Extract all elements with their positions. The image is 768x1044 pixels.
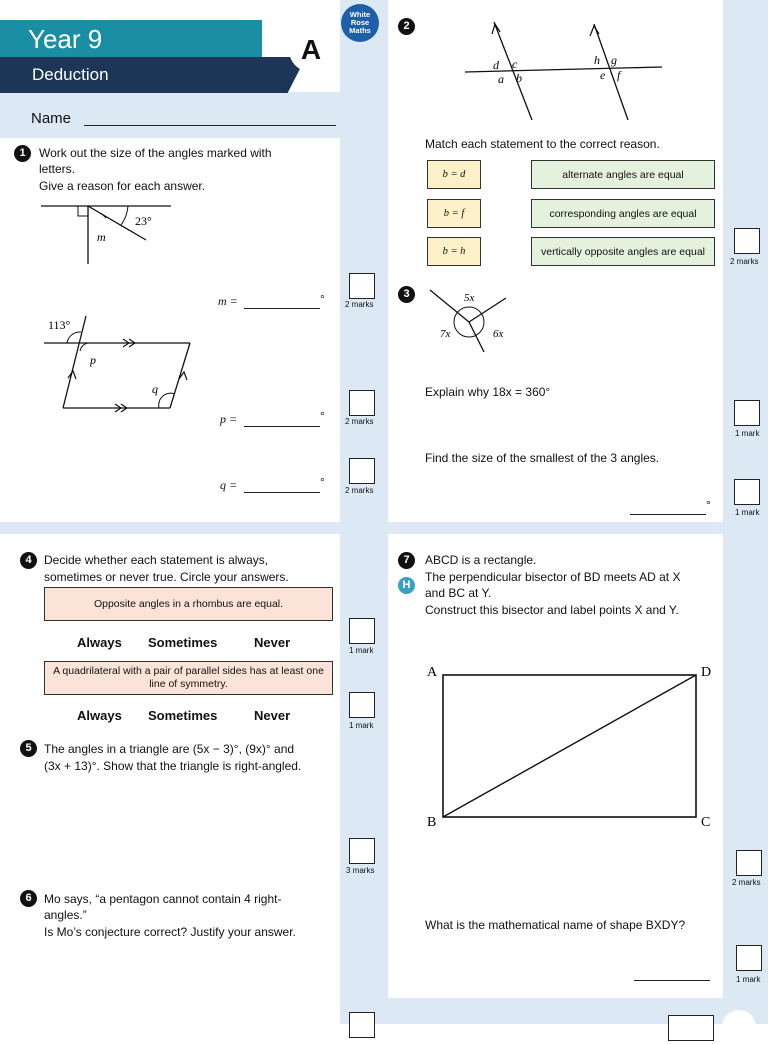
q3-mark-box-2[interactable] bbox=[734, 479, 760, 505]
q7-mark-box-1[interactable] bbox=[736, 850, 762, 876]
q7-text-line4: Construct this bisector and label points X and Y. bbox=[425, 603, 679, 617]
question-number-7: 7 bbox=[398, 552, 415, 569]
q7-text-line3: and BC at Y. bbox=[425, 586, 492, 600]
q4-choice-sometimes-1[interactable]: Sometimes bbox=[148, 635, 218, 650]
name-label: Name bbox=[31, 110, 72, 127]
q6-text-line2: angles.” bbox=[44, 908, 87, 922]
q2-label-f: f bbox=[617, 68, 621, 82]
q2-label-e: e bbox=[600, 68, 606, 82]
bottom-mark-box-partial[interactable] bbox=[668, 1015, 714, 1041]
q5-text-line1: The angles in a triangle are (5x − 3)°, (9x)° and bbox=[44, 742, 295, 756]
center-band-top bbox=[340, 0, 388, 532]
q4-mark-box-2[interactable] bbox=[349, 692, 375, 718]
q2-instruction: Match each statement to the correct reason. bbox=[425, 137, 660, 151]
q2-statement-2[interactable]: b = f bbox=[427, 199, 481, 228]
q3-answer-degree: ° bbox=[706, 498, 711, 512]
q3-explain: Explain why 18x = 360° bbox=[425, 385, 551, 399]
q2-label-d: d bbox=[493, 58, 499, 72]
q3-angles-at-point-diagram bbox=[424, 286, 514, 356]
q1-answer-m-degree: ° bbox=[320, 292, 325, 306]
right-margin-band-top bbox=[723, 0, 768, 532]
q2-label-g: g bbox=[611, 53, 617, 67]
q7-answer-line[interactable] bbox=[634, 980, 710, 981]
q7-vertex-b: B bbox=[427, 815, 437, 830]
q1-label-q: q bbox=[152, 382, 158, 396]
q4-choice-always-1[interactable]: Always bbox=[77, 635, 122, 650]
q2-reason-1[interactable]: alternate angles are equal bbox=[531, 160, 715, 189]
q1-parallelogram-diagram bbox=[40, 314, 200, 414]
higher-tier-badge: H bbox=[398, 577, 415, 594]
q3-label-7x: 7x bbox=[440, 328, 451, 340]
q1-answer-p-line[interactable] bbox=[244, 426, 320, 427]
q3-mark-box-1[interactable] bbox=[734, 400, 760, 426]
q4-marks-1: 1 mark bbox=[349, 646, 374, 655]
white-rose-logo: White Rose Maths bbox=[341, 4, 379, 42]
question-number-1: 1 bbox=[14, 145, 31, 162]
q4-choice-never-2[interactable]: Never bbox=[254, 708, 291, 723]
q3-label-5x: 5x bbox=[464, 292, 475, 304]
q1-angle-23: 23° bbox=[135, 214, 152, 228]
q1-marks-q: 2 marks bbox=[345, 486, 374, 495]
question-number-6: 6 bbox=[20, 890, 37, 907]
q1-answer-q-label: q = bbox=[220, 478, 238, 492]
q4-marks-2: 1 mark bbox=[349, 721, 374, 730]
q1-answer-p-label: p = bbox=[220, 412, 238, 426]
q6-text-line3: Is Mo’s conjecture correct? Justify your answer. bbox=[44, 925, 296, 939]
q4-choice-always-2[interactable]: Always bbox=[77, 708, 122, 723]
question-number-5: 5 bbox=[20, 740, 37, 757]
q4-choice-sometimes-2[interactable]: Sometimes bbox=[148, 708, 218, 723]
q1-angle-113: 113° bbox=[48, 318, 71, 332]
q7-rectangle-diagram[interactable] bbox=[420, 658, 720, 838]
q2-mark-box[interactable] bbox=[734, 228, 760, 254]
q1-marks-p: 2 marks bbox=[345, 417, 374, 426]
q3-find: Find the size of the smallest of the 3 angles. bbox=[425, 451, 660, 465]
q7-text-line1: ABCD is a rectangle. bbox=[425, 553, 537, 567]
level-letter: A bbox=[300, 34, 322, 65]
q1-mark-box-p[interactable] bbox=[349, 390, 375, 416]
q7-question-2: What is the mathematical name of shape BXDY? bbox=[425, 918, 686, 932]
q7-vertex-d: D bbox=[701, 665, 712, 680]
q1-text-line1: Work out the size of the angles marked with bbox=[39, 146, 272, 160]
q4-text-line2: sometimes or never true. Circle your answers. bbox=[44, 570, 289, 584]
q5-text-line2: (3x + 13)°. Show that the triangle is right-angled. bbox=[44, 759, 302, 773]
q1-label-p: p bbox=[90, 353, 96, 367]
q1-text-line2: letters. bbox=[39, 162, 76, 176]
q5-marks: 3 marks bbox=[346, 866, 375, 875]
q1-answer-q-degree: ° bbox=[320, 475, 325, 489]
center-band-bottom bbox=[340, 532, 388, 1024]
q2-label-h: h bbox=[594, 53, 600, 67]
next-page-badge-partial bbox=[722, 1010, 756, 1044]
q2-marks: 2 marks bbox=[730, 257, 759, 266]
q7-vertex-c: C bbox=[701, 815, 711, 830]
q4-choice-never-1[interactable]: Never bbox=[254, 635, 291, 650]
q7-marks-1: 2 marks bbox=[732, 878, 761, 887]
question-number-2: 2 bbox=[398, 18, 415, 35]
q2-reason-2[interactable]: corresponding angles are equal bbox=[531, 199, 715, 228]
q6-mark-box[interactable] bbox=[349, 1012, 375, 1038]
q1-diagram-straight-line bbox=[36, 198, 176, 268]
question-number-4: 4 bbox=[20, 552, 37, 569]
q3-label-6x: 6x bbox=[493, 328, 504, 340]
q7-text-line2: The perpendicular bisector of BD meets AD at X bbox=[425, 570, 681, 584]
q3-answer-line[interactable] bbox=[630, 514, 706, 515]
q6-text-line1: Mo says, “a pentagon cannot contain 4 right- bbox=[44, 892, 282, 906]
q4-statement-1: Opposite angles in a rhombus are equal. bbox=[44, 587, 333, 621]
q1-marks-m: 2 marks bbox=[345, 300, 374, 309]
q3-marks-1: 1 mark bbox=[735, 429, 760, 438]
topic-title: Deduction bbox=[32, 65, 109, 84]
q4-statement-2: A quadrilateral with a pair of parallel sides has at least one line of symmetry. bbox=[44, 661, 333, 695]
q2-statement-1[interactable]: b = d bbox=[427, 160, 481, 189]
name-line[interactable] bbox=[84, 125, 336, 126]
year-title: Year 9 bbox=[28, 24, 103, 54]
q1-answer-m-line[interactable] bbox=[244, 308, 320, 309]
q2-transversal-diagram bbox=[460, 16, 670, 126]
q7-mark-box-2[interactable] bbox=[736, 945, 762, 971]
q1-mark-box-q[interactable] bbox=[349, 458, 375, 484]
q2-statement-3[interactable]: b = h bbox=[427, 237, 481, 266]
q2-label-b: b bbox=[516, 71, 522, 85]
q7-marks-2: 1 mark bbox=[736, 975, 761, 984]
q1-text-line3: Give a reason for each answer. bbox=[39, 179, 206, 193]
q2-label-a: a bbox=[498, 72, 504, 86]
q3-marks-2: 1 mark bbox=[735, 508, 760, 517]
q4-mark-box-1[interactable] bbox=[349, 618, 375, 644]
q1-label-m: m bbox=[97, 230, 106, 244]
q5-mark-box[interactable] bbox=[349, 838, 375, 864]
q7-vertex-a: A bbox=[427, 665, 438, 680]
level-badge bbox=[289, 28, 333, 72]
q2-reason-3[interactable]: vertically opposite angles are equal bbox=[531, 237, 715, 266]
q1-mark-box-m[interactable] bbox=[349, 273, 375, 299]
q1-answer-p-degree: ° bbox=[320, 409, 325, 423]
q1-answer-q-line[interactable] bbox=[244, 492, 320, 493]
q1-answer-m-label: m = bbox=[218, 294, 238, 308]
q2-label-c: c bbox=[512, 57, 518, 71]
question-number-3: 3 bbox=[398, 286, 415, 303]
q4-text-line1: Decide whether each statement is always, bbox=[44, 553, 269, 567]
